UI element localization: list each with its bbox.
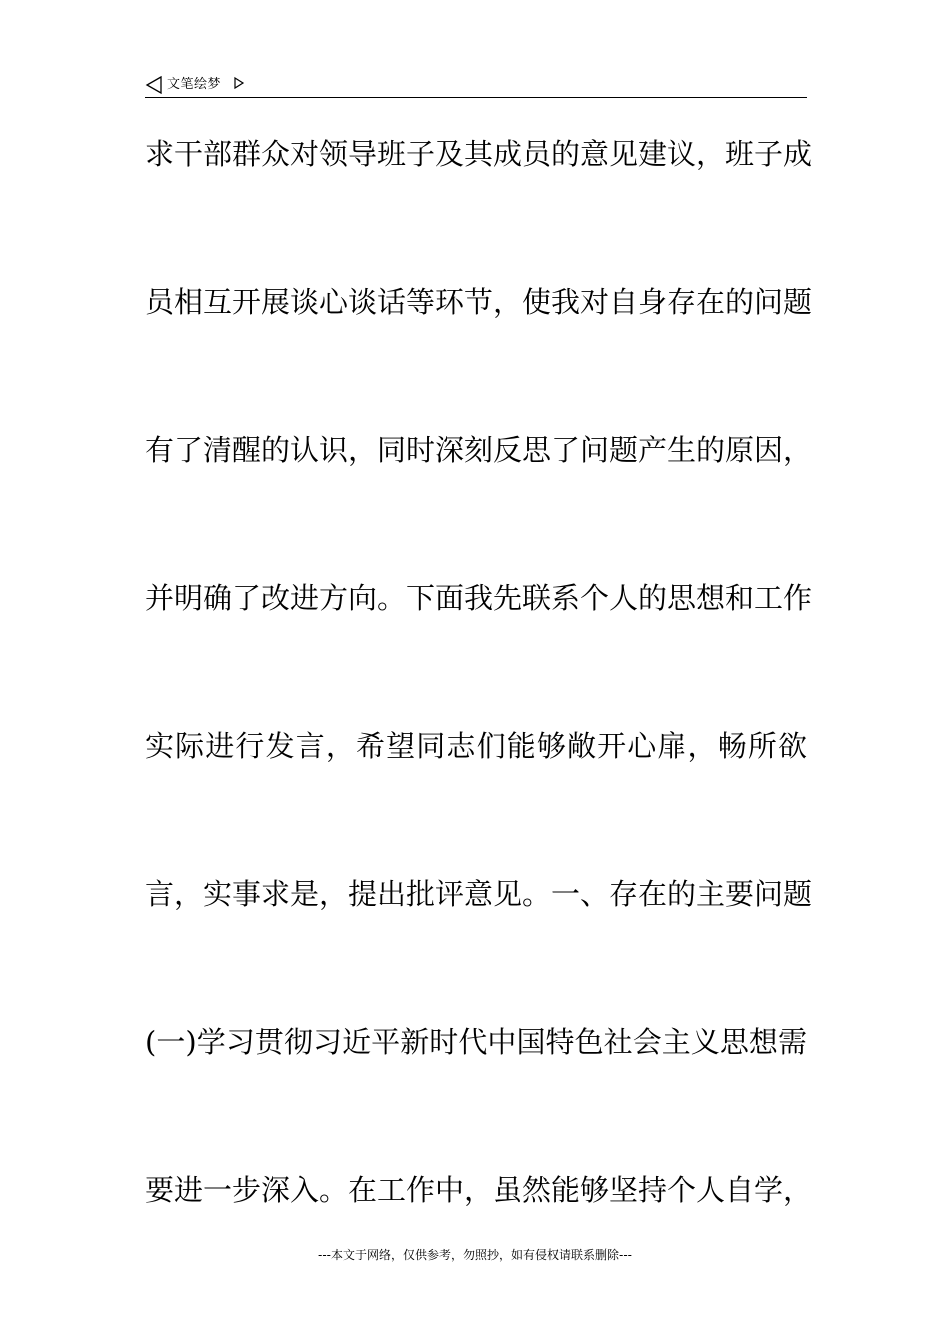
body-line: 要进一步深入。在工作中，虽然能够坚持个人自学， [145,1173,813,1207]
page-header [145,74,807,98]
header-divider [145,97,807,98]
footer-disclaimer: ---本文于网络，仅供参考，勿照抄，如有侵权请联系删除--- [318,1248,632,1262]
body-line: 言，实事求是，提出批评意见。一、存在的主要问题 [145,877,813,911]
body-line: 员相互开展谈心谈话等环节，使我对自身存在的问题 [145,285,813,319]
body-line: 有了清醒的认识，同时深刻反思了问题产生的原因， [145,433,813,467]
body-line: (一)学习贯彻习近平新时代中国特色社会主义思想需 [145,1025,807,1059]
header-title: 文笔绘梦 [167,77,222,92]
body-line: 实际进行发言，希望同志们能够敞开心扉，畅所欲 [145,729,807,763]
body-line: 求干部群众对领导班子及其成员的意见建议，班子成 [145,137,813,171]
right-triangle-outline-icon [233,76,245,90]
document-body [145,124,813,1308]
body-line: 并明确了改进方向。下面我先联系个人的思想和工作 [145,581,813,615]
left-triangle-outline-icon [145,75,165,95]
